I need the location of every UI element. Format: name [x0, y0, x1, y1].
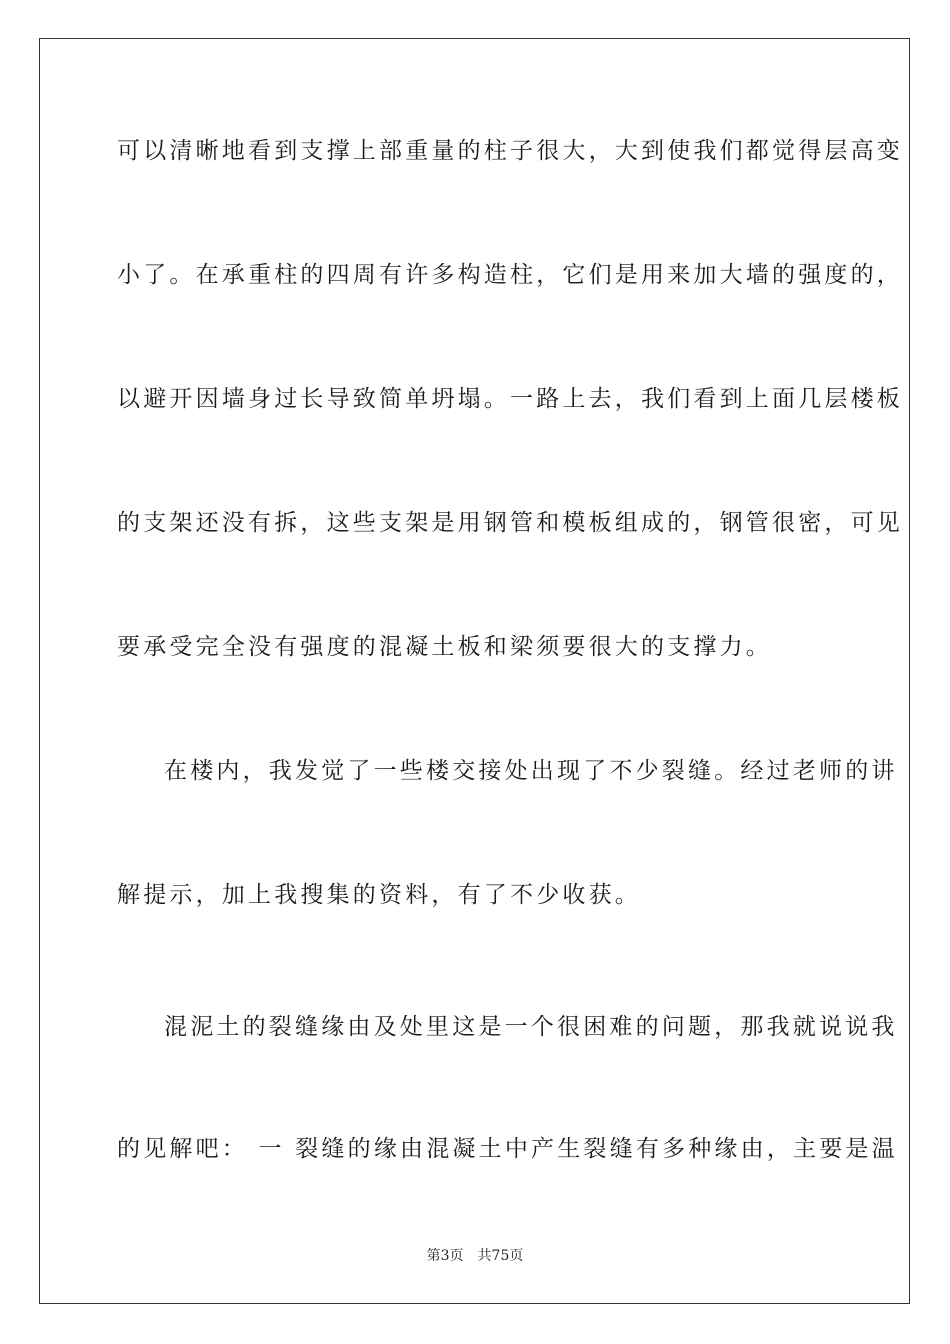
page-footer — [0, 1247, 950, 1265]
body-text-line: 要承受完全没有强度的混凝土板和梁须要很大的支撑力。 — [117, 634, 772, 660]
paragraph-start-line: 混泥土的裂缝缘由及处里这是一个很困难的问题，那我就说说我 — [164, 1014, 898, 1040]
body-text-line: 小了。在承重柱的四周有许多构造柱，它们是用来加大墙的强度的， — [117, 262, 903, 288]
page-number: 第3页 — [426, 1248, 464, 1264]
body-text-line: 的见解吧： 一 裂缝的缘由混凝土中产生裂缝有多种缘由，主要是温 — [117, 1136, 898, 1162]
page-total: 共75页 — [477, 1248, 524, 1264]
paragraph-start-line: 在楼内，我发觉了一些楼交接处出现了不少裂缝。经过老师的讲 — [164, 758, 898, 784]
body-text-line: 解提示，加上我搜集的资料，有了不少收获。 — [117, 882, 641, 908]
body-text-line: 的支架还没有拆，这些支架是用钢管和模板组成的，钢管很密，可见 — [117, 510, 903, 536]
body-text-line: 以避开因墙身过长导致简单坍塌。一路上去，我们看到上面几层楼板 — [117, 386, 903, 412]
body-text-line: 可以清晰地看到支撑上部重量的柱子很大，大到使我们都觉得层高变 — [117, 138, 903, 164]
page-frame — [39, 38, 910, 1304]
